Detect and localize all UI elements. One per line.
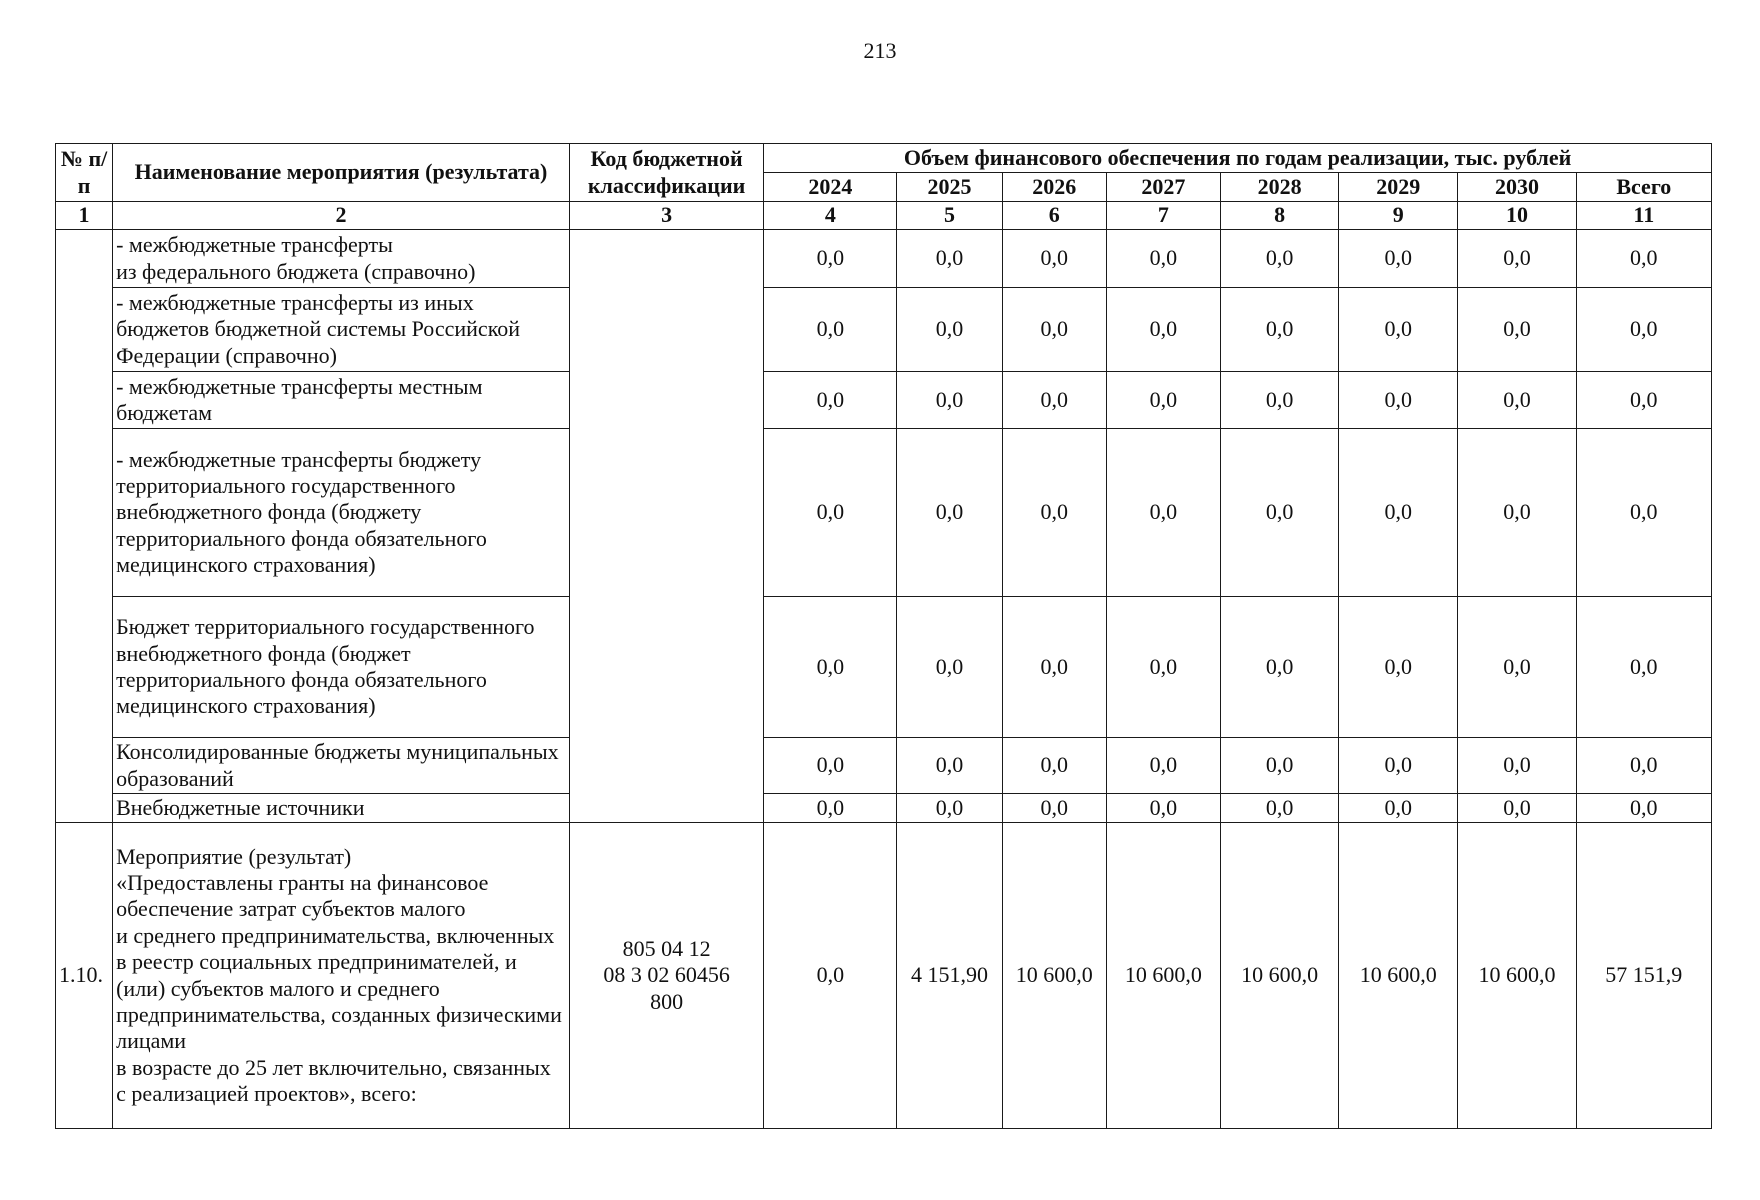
value-cell: 0,0 <box>1002 230 1106 288</box>
value-cell: 0,0 <box>897 597 1002 738</box>
value-cell: 0,0 <box>1002 597 1106 738</box>
value-cell: 0,0 <box>1576 597 1711 738</box>
value-cell: 0,0 <box>1106 288 1220 372</box>
value-cell: 0,0 <box>1002 794 1106 823</box>
value-cell: 0,0 <box>897 288 1002 372</box>
value-cell: 0,0 <box>1339 597 1458 738</box>
value-cell: 0,0 <box>764 429 897 597</box>
header-year: 2024 <box>764 173 897 202</box>
measure-number: 1.10. <box>56 823 113 1129</box>
value-cell: 0,0 <box>897 794 1002 823</box>
column-number: 3 <box>569 202 763 230</box>
value-cell: 0,0 <box>1458 230 1576 288</box>
column-number: 9 <box>1339 202 1458 230</box>
measure-value-cell: 10 600,0 <box>1221 823 1339 1129</box>
measure-value-cell: 4 151,90 <box>897 823 1002 1129</box>
value-cell: 0,0 <box>1002 288 1106 372</box>
value-cell: 0,0 <box>1221 288 1339 372</box>
value-cell: 0,0 <box>1576 794 1711 823</box>
value-cell: 0,0 <box>1106 429 1220 597</box>
row-name: Бюджет территориального государственного внебюджетного фонда (бюджет территориального фонда обязательного медицинского страхования) <box>113 597 570 738</box>
value-cell: 0,0 <box>1106 230 1220 288</box>
value-cell: 0,0 <box>1458 429 1576 597</box>
row-name: - межбюджетные трансферты бюджету территориального государственного внебюджетного фонда (бюджету территориального фонда обязательного медицинского страхования) <box>113 429 570 597</box>
header-year: 2027 <box>1106 173 1220 202</box>
column-number: 7 <box>1106 202 1220 230</box>
measure-value-cell: 57 151,9 <box>1576 823 1711 1129</box>
measure-value-cell: 10 600,0 <box>1458 823 1576 1129</box>
value-cell: 0,0 <box>764 230 897 288</box>
value-cell: 0,0 <box>1458 288 1576 372</box>
value-cell: 0,0 <box>1106 738 1220 794</box>
value-cell: 0,0 <box>1106 794 1220 823</box>
budget-table <box>55 143 1712 1129</box>
table-row <box>56 230 1712 288</box>
row-name: - межбюджетные трансферты из федерального бюджета (справочно) <box>113 230 570 288</box>
value-cell: 0,0 <box>1339 738 1458 794</box>
value-cell: 0,0 <box>1339 794 1458 823</box>
measure-value-cell: 0,0 <box>764 823 897 1129</box>
value-cell: 0,0 <box>764 288 897 372</box>
value-cell: 0,0 <box>1458 794 1576 823</box>
value-cell: 0,0 <box>1458 597 1576 738</box>
value-cell: 0,0 <box>1339 288 1458 372</box>
value-cell: 0,0 <box>897 738 1002 794</box>
row-name: Консолидированные бюджеты муниципальных образований <box>113 738 570 794</box>
column-number: 6 <box>1002 202 1106 230</box>
header-year: 2026 <box>1002 173 1106 202</box>
header-no: № п/п <box>56 144 113 202</box>
code-cell <box>569 230 763 823</box>
value-cell: 0,0 <box>1106 597 1220 738</box>
value-cell: 0,0 <box>1576 429 1711 597</box>
value-cell: 0,0 <box>1339 429 1458 597</box>
header-year: 2029 <box>1339 173 1458 202</box>
measure-name: Мероприятие (результат) «Предоставлены гранты на финансовое обеспечение затрат субъектов малого и среднего предпринимательства, включенных в реестр социальных предпринимателей, и (или) субъектов малого и среднего предпринимательства, созданных физическими лицами в возрасте до 25 лет включительно, связанных с реализацией проектов», всего: <box>113 823 570 1129</box>
value-cell: 0,0 <box>1576 230 1711 288</box>
header-year: 2025 <box>897 173 1002 202</box>
column-number: 1 <box>56 202 113 230</box>
value-cell: 0,0 <box>1221 230 1339 288</box>
value-cell: 0,0 <box>1002 738 1106 794</box>
header-code: Код бюджетной классификации <box>569 144 763 202</box>
value-cell: 0,0 <box>1221 794 1339 823</box>
value-cell: 0,0 <box>897 429 1002 597</box>
header-year: 2028 <box>1221 173 1339 202</box>
header-volume: Объем финансового обеспечения по годам реализации, тыс. рублей <box>764 144 1712 173</box>
column-number: 5 <box>897 202 1002 230</box>
value-cell: 0,0 <box>1002 429 1106 597</box>
value-cell: 0,0 <box>1576 288 1711 372</box>
value-cell: 0,0 <box>1458 372 1576 429</box>
value-cell: 0,0 <box>1458 738 1576 794</box>
value-cell: 0,0 <box>764 738 897 794</box>
value-cell: 0,0 <box>1221 738 1339 794</box>
value-cell: 0,0 <box>1339 372 1458 429</box>
row-number-cell <box>56 230 113 823</box>
measure-value-cell: 10 600,0 <box>1339 823 1458 1129</box>
value-cell: 0,0 <box>1576 372 1711 429</box>
table-row <box>56 794 1712 823</box>
column-number: 8 <box>1221 202 1339 230</box>
table-row <box>56 372 1712 429</box>
page-number: 213 <box>863 38 897 63</box>
column-number: 4 <box>764 202 897 230</box>
column-number: 2 <box>113 202 570 230</box>
value-cell: 0,0 <box>764 597 897 738</box>
value-cell: 0,0 <box>897 372 1002 429</box>
value-cell: 0,0 <box>897 230 1002 288</box>
measure-row <box>56 823 1712 1129</box>
row-name: - межбюджетные трансферты из иных бюджетов бюджетной системы Российской Федерации (справочно) <box>113 288 570 372</box>
value-cell: 0,0 <box>1106 372 1220 429</box>
table-row <box>56 738 1712 794</box>
value-cell: 0,0 <box>1002 372 1106 429</box>
header-year: Всего <box>1576 173 1711 202</box>
table-row <box>56 597 1712 738</box>
measure-code: 805 04 12 08 3 02 60456 800 <box>569 823 763 1129</box>
row-name: Внебюджетные источники <box>113 794 570 823</box>
row-name: - межбюджетные трансферты местным бюджетам <box>113 372 570 429</box>
column-number: 11 <box>1576 202 1711 230</box>
table-row <box>56 288 1712 372</box>
value-cell: 0,0 <box>1576 738 1711 794</box>
value-cell: 0,0 <box>764 794 897 823</box>
measure-value-cell: 10 600,0 <box>1106 823 1220 1129</box>
value-cell: 0,0 <box>764 372 897 429</box>
value-cell: 0,0 <box>1339 230 1458 288</box>
column-number: 10 <box>1458 202 1576 230</box>
value-cell: 0,0 <box>1221 372 1339 429</box>
header-name: Наименование мероприятия (результата) <box>113 144 570 202</box>
value-cell: 0,0 <box>1221 597 1339 738</box>
value-cell: 0,0 <box>1221 429 1339 597</box>
header-year: 2030 <box>1458 173 1576 202</box>
measure-value-cell: 10 600,0 <box>1002 823 1106 1129</box>
table-row <box>56 429 1712 597</box>
